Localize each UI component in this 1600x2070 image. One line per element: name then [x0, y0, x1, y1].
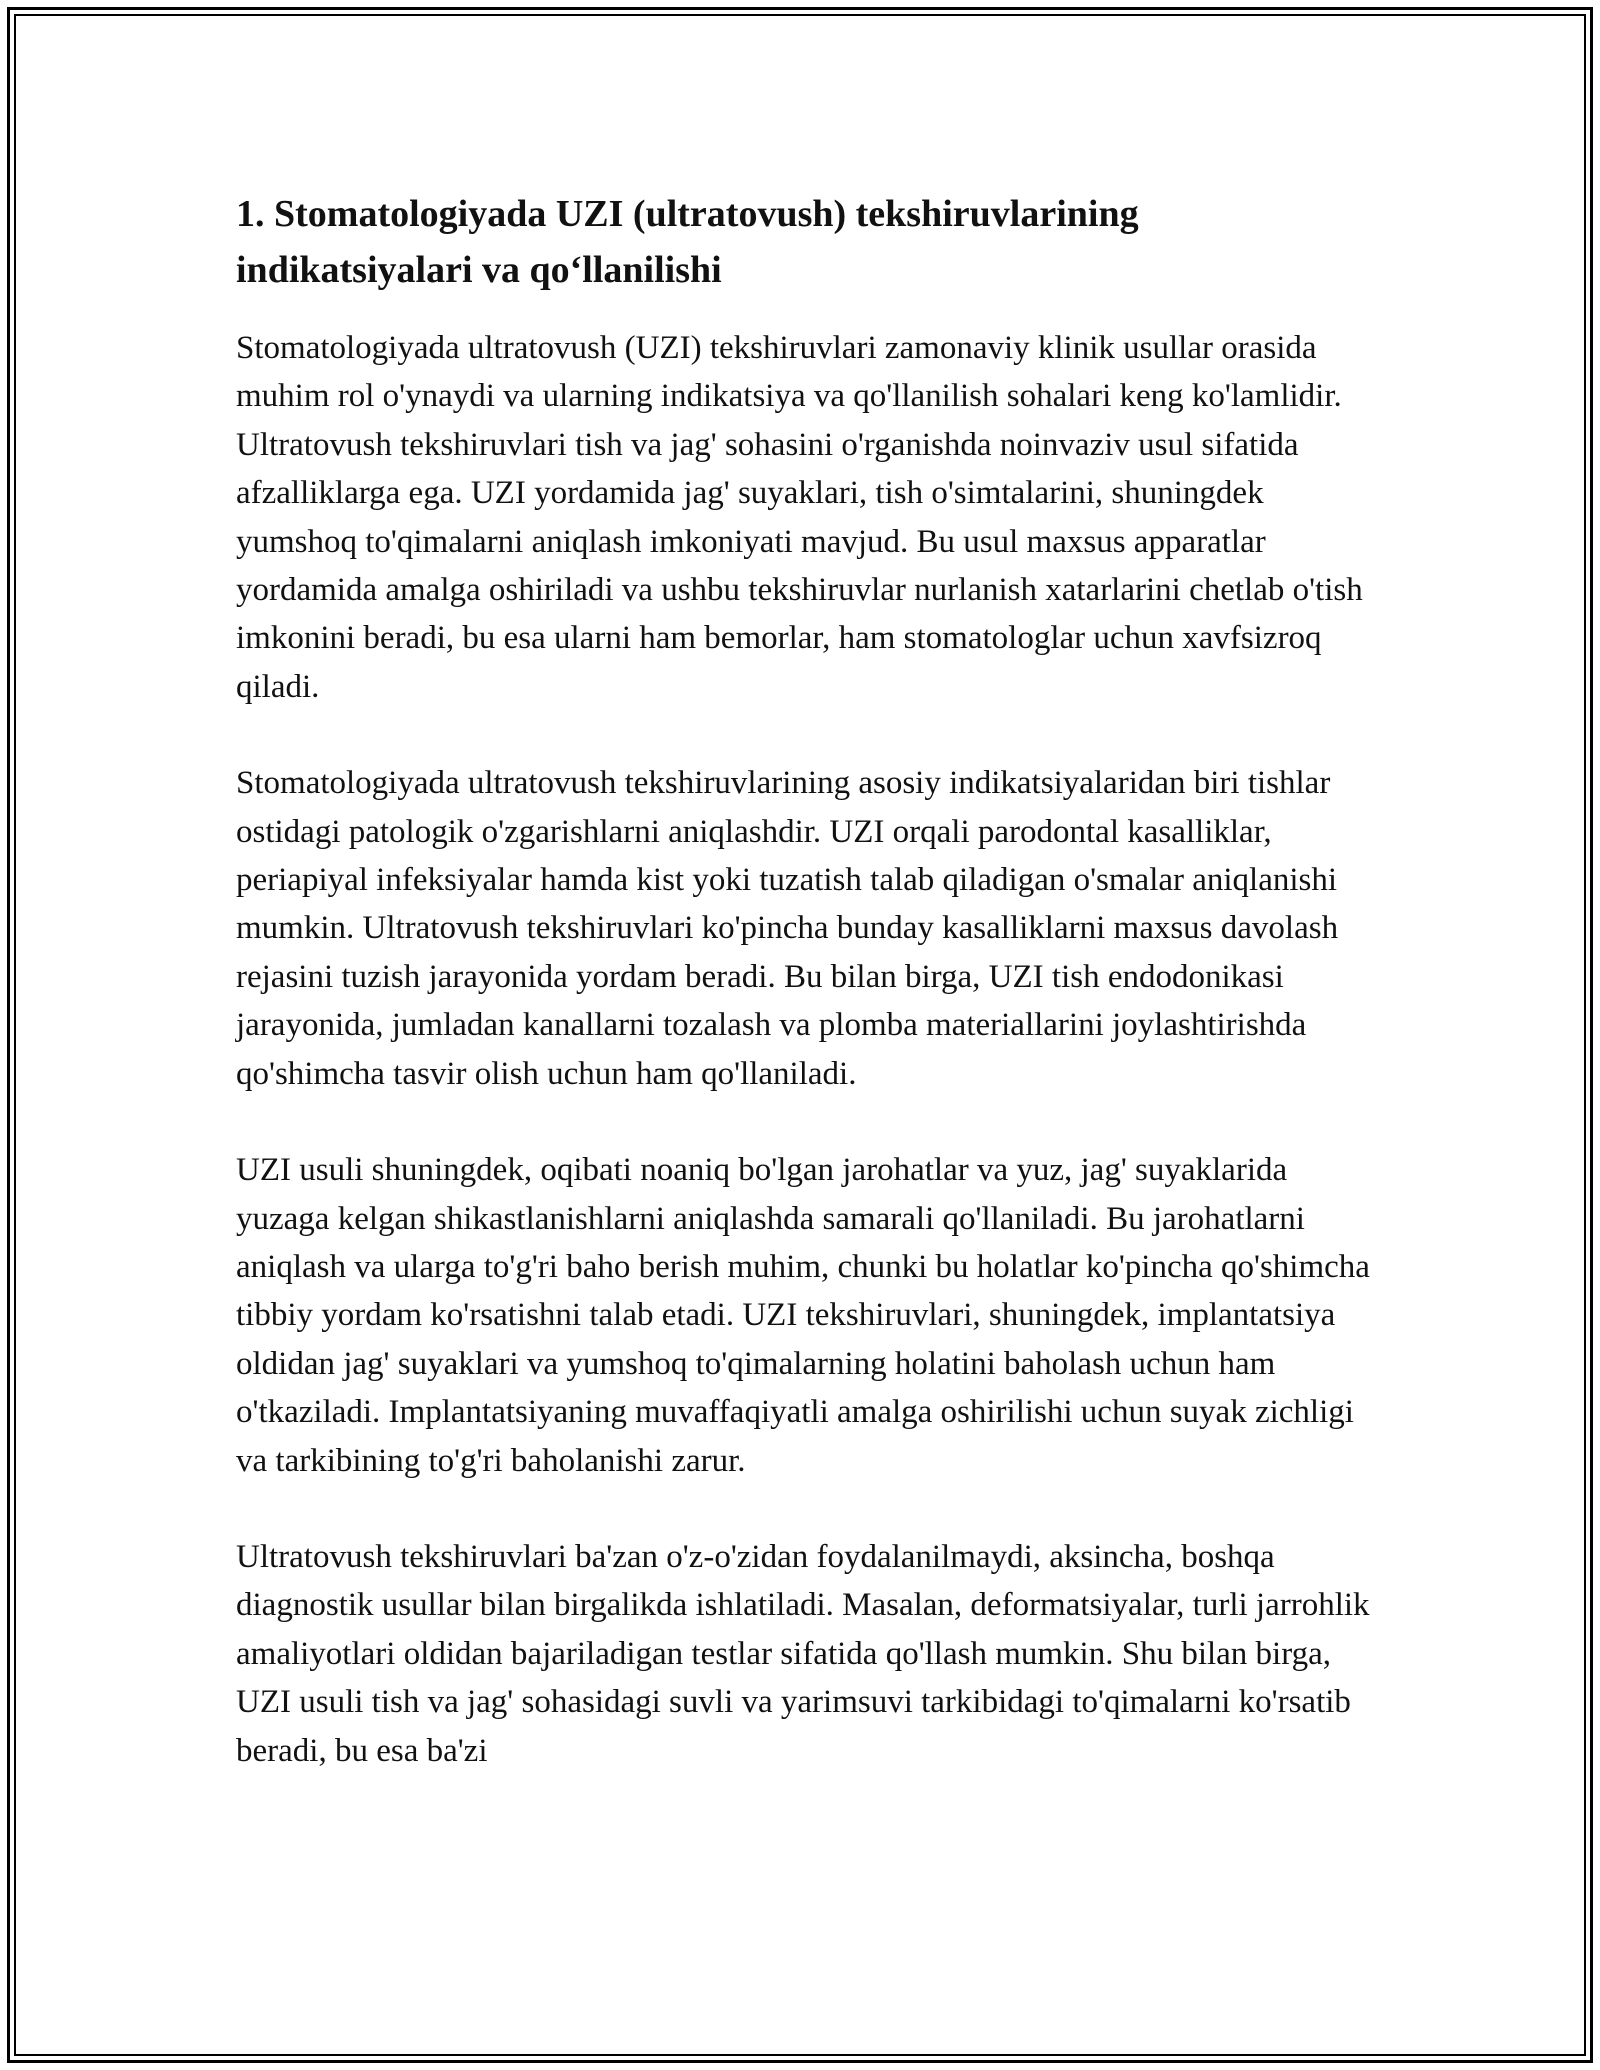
document-title-line-2: indikatsiyalari va qo‘llanilishi: [236, 249, 722, 291]
document-title-line-1: 1. Stomatologiyada UZI (ultratovush) tekshiruvlarining: [236, 193, 1139, 235]
paragraph-3: UZI usuli shuningdek, oqibati noaniq bo'lgan jarohatlar va yuz, jag' suyaklarida yuzaga kelgan shikastlanishlarni aniqlashda samarali qo'llaniladi. Bu jarohatlarni aniqlash va ularga to'g'ri baho berish muhim, chunki bu holatlar ko'pincha qo'shimcha tibbiy yordam ko'rsatishni talab etadi. UZI tekshiruvlari, shuningdek, implantatsiya oldidan jag' suyaklari va yumshoq to'qimalarning holatini baholash uchun ham o'tkaziladi. Implantatsiyaning muvaffaqiyatli amalga oshirilishi uchun suyak zichligi va tarkibining to'g'ri baholanishi zarur.: [236, 1152, 1370, 1479]
document-body: [236, 186, 1376, 1775]
paragraph-4: Ultratovush tekshiruvlari ba'zan o'z-o'zidan foydalanilmaydi, aksincha, boshqa diagnostik usullar bilan birgalikda ishlatiladi. Masalan, deformatsiyalar, turli jarrohlik amaliyotlari oldidan bajariladigan testlar sifatida qo'llash mumkin. Shu bilan birga, UZI usuli tish va jag' sohasidagi suvli va yarimsuvi tarkibidagi to'qimalarni ko'rsatib beradi, bu esa ba'zi: [236, 1538, 1370, 1769]
document-title: [236, 186, 1376, 298]
paragraph-2: Stomatologiyada ultratovush tekshiruvlarining asosiy indikatsiyalaridan biri tishlar ostidagi patologik o'zgarishlarni aniqlashdir. UZI orqali parodontal kasalliklar, periapiyal infeksiyalar hamda kist yoki tuzatish talab qiladigan o'smalar aniqlanishi mumkin. Ultratovush tekshiruvlari ko'pincha bunday kasalliklarni maxsus davolash rejasini tuzish jarayonida yordam beradi. Bu bilan birga, UZI tish endodonikasi jarayonida, jumladan kanallarni tozalash va plomba materiallarini joylashtirishda qo'shimcha tasvir olish uchun ham qo'llaniladi.: [236, 765, 1339, 1092]
paragraph-1: Stomatologiyada ultratovush (UZI) tekshiruvlari zamonaviy klinik usullar orasida muhim rol o'ynaydi va ularning indikatsiya va qo'llanilish sohalari keng ko'lamlidir. Ultratovush tekshiruvlari tish va jag' sohasini o'rganishda noinvaziv usul sifatida afzalliklarga ega. UZI yordamida jag' suyaklari, tish o'simtalarini, shuningdek yumshoq to'qimalarni aniqlash imkoniyati mavjud. Bu usul maxsus apparatlar yordamida amalga oshiriladi va ushbu tekshiruvlar nurlanish xatarlarini chetlab o'tish imkonini beradi, bu esa ularni ham bemorlar, ham stomatologlar uchun xavfsizroq qiladi.: [236, 330, 1363, 705]
